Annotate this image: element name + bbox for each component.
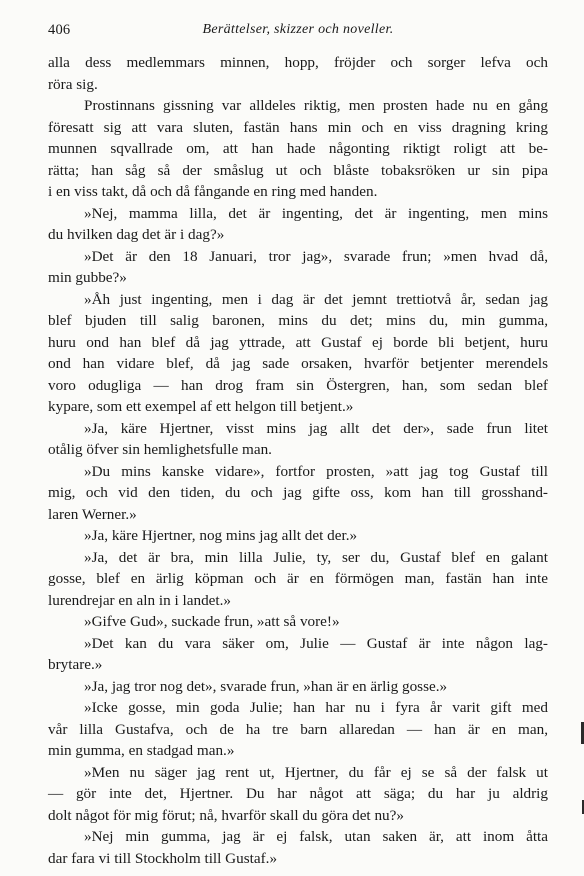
text-line: min gubbe?»: [48, 269, 127, 286]
text-line: min gumma, en stadgad man.»: [48, 742, 235, 759]
text-line: »Ja, käre Hjertner, nog mins jag allt det der.»: [84, 527, 358, 544]
text-line: »Åh just ingenting, men i dag är det jemnt trettiotvå år, sedan jag: [84, 290, 548, 308]
text-line: dar fara vi till Stockholm till Gustaf.»: [48, 849, 278, 867]
text-line: — gör inte det, Hjertner. Du har något att säga; du har ju aldrig: [48, 785, 548, 802]
page-number: 406: [48, 22, 71, 38]
text-line: »Ja, det är bra, min lilla Julie, ty, ser du, Gustaf blef en galant: [84, 548, 548, 566]
text-line: Prostinnans gissning var alldeles riktig, men prosten hade nu en gång: [84, 97, 548, 114]
text-line: »Nej, mamma lilla, det är ingenting, det är ingenting, men mins: [84, 204, 548, 222]
text-line: föresatt sig att vara sluten, fastän hans min och en viss dragning kring: [48, 118, 548, 136]
text-line: röra sig.: [48, 75, 98, 93]
text-line: otålig öfver sin hemlighetsfulle man.: [48, 441, 272, 458]
text-line: »Ja, jag tror nog det», svarade frun, »han är en ärlig gosse.»: [84, 677, 448, 695]
text-line: rätta; han såg så der småslug ut och blåste tobaksröken ur sin pipa: [48, 161, 548, 179]
text-line: laren Werner.»: [48, 505, 137, 523]
text-line: »Icke gosse, min goda Julie; han har nu i fyra år varit gift med: [84, 699, 548, 716]
text-line: lurendrejar en aln in i landet.»: [48, 591, 232, 609]
text-line: dolt något för mig förut; nå, hvarför skall du göra det nu?»: [48, 806, 404, 824]
text-line: vår lilla Gustafva, och de ha tre barn allaredan — han är en man,: [48, 720, 548, 738]
text-line: brytare.»: [48, 656, 103, 673]
text-line: munnen sqvallrade om, att han hade någonting riktigt roligt att be-: [48, 140, 548, 157]
text-line: voro odugliga — han drog fram sin Östergren, han, som sedan blef: [48, 376, 548, 394]
text-line: »Gifve Gud», suckade frun, »att så vore!»: [84, 613, 340, 630]
text-line: kypare, som ett exempel af ett helgon till betjent.»: [48, 398, 354, 415]
text-line: »Det är den 18 Januari, tror jag», svarade frun; »men hvad då,: [84, 247, 548, 265]
text-line: mig, och vid den tiden, du och jag gifte oss, kom han till grosshand-: [48, 484, 548, 501]
text-line: »Det kan du vara säker om, Julie — Gustaf är inte någon lag-: [84, 634, 548, 652]
text-line: huru ond han blef då jag yttrade, att Gustaf ej borde bli betjent, huru: [48, 333, 548, 351]
text-line: ond han vidare blef, då jag sade orsaken, hvarför betjenter merendels: [48, 355, 548, 372]
page-header: [48, 22, 548, 42]
text-line: blef bjuden till salig baronen, mins du det; mins du, min gumma,: [48, 312, 548, 329]
running-title: Berättelser, skizzer och noveller.: [202, 22, 394, 37]
text-line: »Men nu säger jag rent ut, Hjertner, du får ej se så der falsk ut: [84, 763, 548, 781]
text-line: alla dess medlemmars minnen, hopp, fröjder och sorger lefva och: [48, 54, 548, 71]
text-line: »Du mins kanske vidare», fortfor prosten, »att jag tog Gustaf till: [84, 462, 548, 480]
text-line: du hvilken dag det är i dag?»: [48, 226, 225, 243]
text-line: i en viss takt, då och då fångande en ring med handen.: [48, 183, 378, 200]
text-line: »Ja, käre Hjertner, visst mins jag allt det der», sade frun litet: [84, 419, 548, 437]
body-text: [48, 52, 548, 869]
text-line: »Nej min gumma, jag är ej falsk, utan saken är, att inom åtta: [84, 828, 548, 845]
text-line: gosse, blef en ärlig köpman och är en förmögen man, fastän han inte: [48, 570, 548, 587]
